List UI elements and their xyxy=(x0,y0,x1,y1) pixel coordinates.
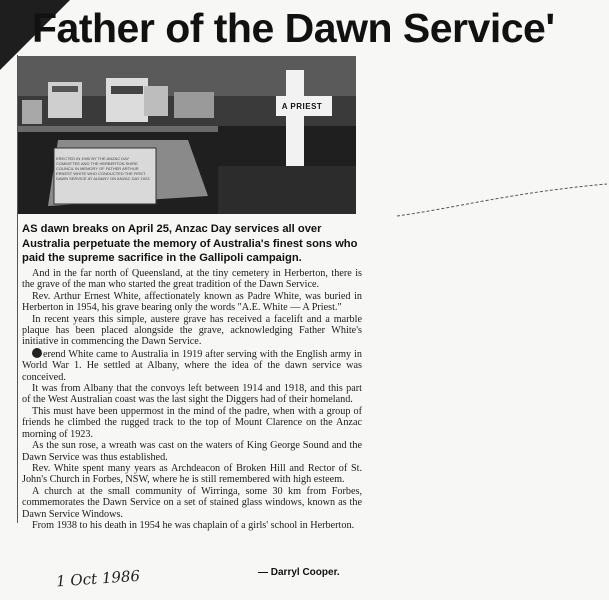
paragraph: In recent years this simple, austere grave has received a facelift and a marble plaque has been placed alongside the grave, acknowledging Father White's initiative in commencing the Dawn Service. xyxy=(22,313,362,348)
plaque-inscription: ERECTED IN 1990 BY THE ANZAC DAY COMMITTEE AND THE HERBERTON SHIRE COUNCIL IN MEMORY OF FATHER ARTHUR ERNEST WHITE WHO CONDUCTED THE FIRST DAWN SERVICE AT ALBANY ON ANZAC DAY 1923 xyxy=(56,156,150,181)
article-body xyxy=(22,268,362,531)
lead-paragraph: AS dawn breaks on April 25, Anzac Day services all over Australia perpetuate the memory of Australia's finest sons who paid the supreme sacrifice in the Gallipoli campaign. xyxy=(22,223,358,264)
ink-blot-icon xyxy=(32,348,42,358)
byline: — Darryl Cooper. xyxy=(258,567,340,578)
pen-stroke xyxy=(395,178,609,218)
cross-inscription: A PRIEST xyxy=(281,102,323,111)
handwritten-date: 1 Oct 1986 xyxy=(55,566,141,591)
paragraph: erend White came to Australia in 1919 after serving with the English army in World War 1. He settled at Albany, where the idea of the dawn service was conceived. xyxy=(22,348,362,383)
paragraph: Rev. White spent many years as Archdeacon of Broken Hill and Rector of St. John's Church in Forbes, NSW, where he is still remembered with high esteem. xyxy=(22,462,362,486)
paragraph: And in the far north of Queensland, at the tiny cemetery in Herberton, there is the grave of the man who started the great tradition of the Dawn Service. xyxy=(22,268,362,291)
paragraph-with-drop xyxy=(22,348,362,383)
headline: Father of the Dawn Service' xyxy=(32,5,555,51)
paragraph: From 1938 to his death in 1954 he was chaplain of a girls' school in Herberton. xyxy=(32,519,355,531)
paragraph: This must have been uppermost in the mind of the padre, when with a group of friends he climbed the rugged track to the top of Mount Clarence on the Anzac morning of 1923. xyxy=(22,405,362,440)
paragraph: It was from Albany that the convoys left between 1914 and 1918, and this part of the West Australian coast was the last sight the Diggers had of their homeland. xyxy=(22,383,362,406)
paragraph: Rev. Arthur Ernest White, affectionately known as Padre White, was buried in Herberton in 1954, his grave bearing only the words "A.E. White — A Priest." xyxy=(22,290,362,314)
paragraph: As the sun rose, a wreath was cast on the waters of King George Sound and the Dawn Service was thus established. xyxy=(22,440,362,463)
paragraph: A church at the small community of Wirringa, some 30 km from Forbes, commemorates the Dawn Service on a set of stained glass windows, known as the Dawn Service Windows. xyxy=(22,485,362,520)
